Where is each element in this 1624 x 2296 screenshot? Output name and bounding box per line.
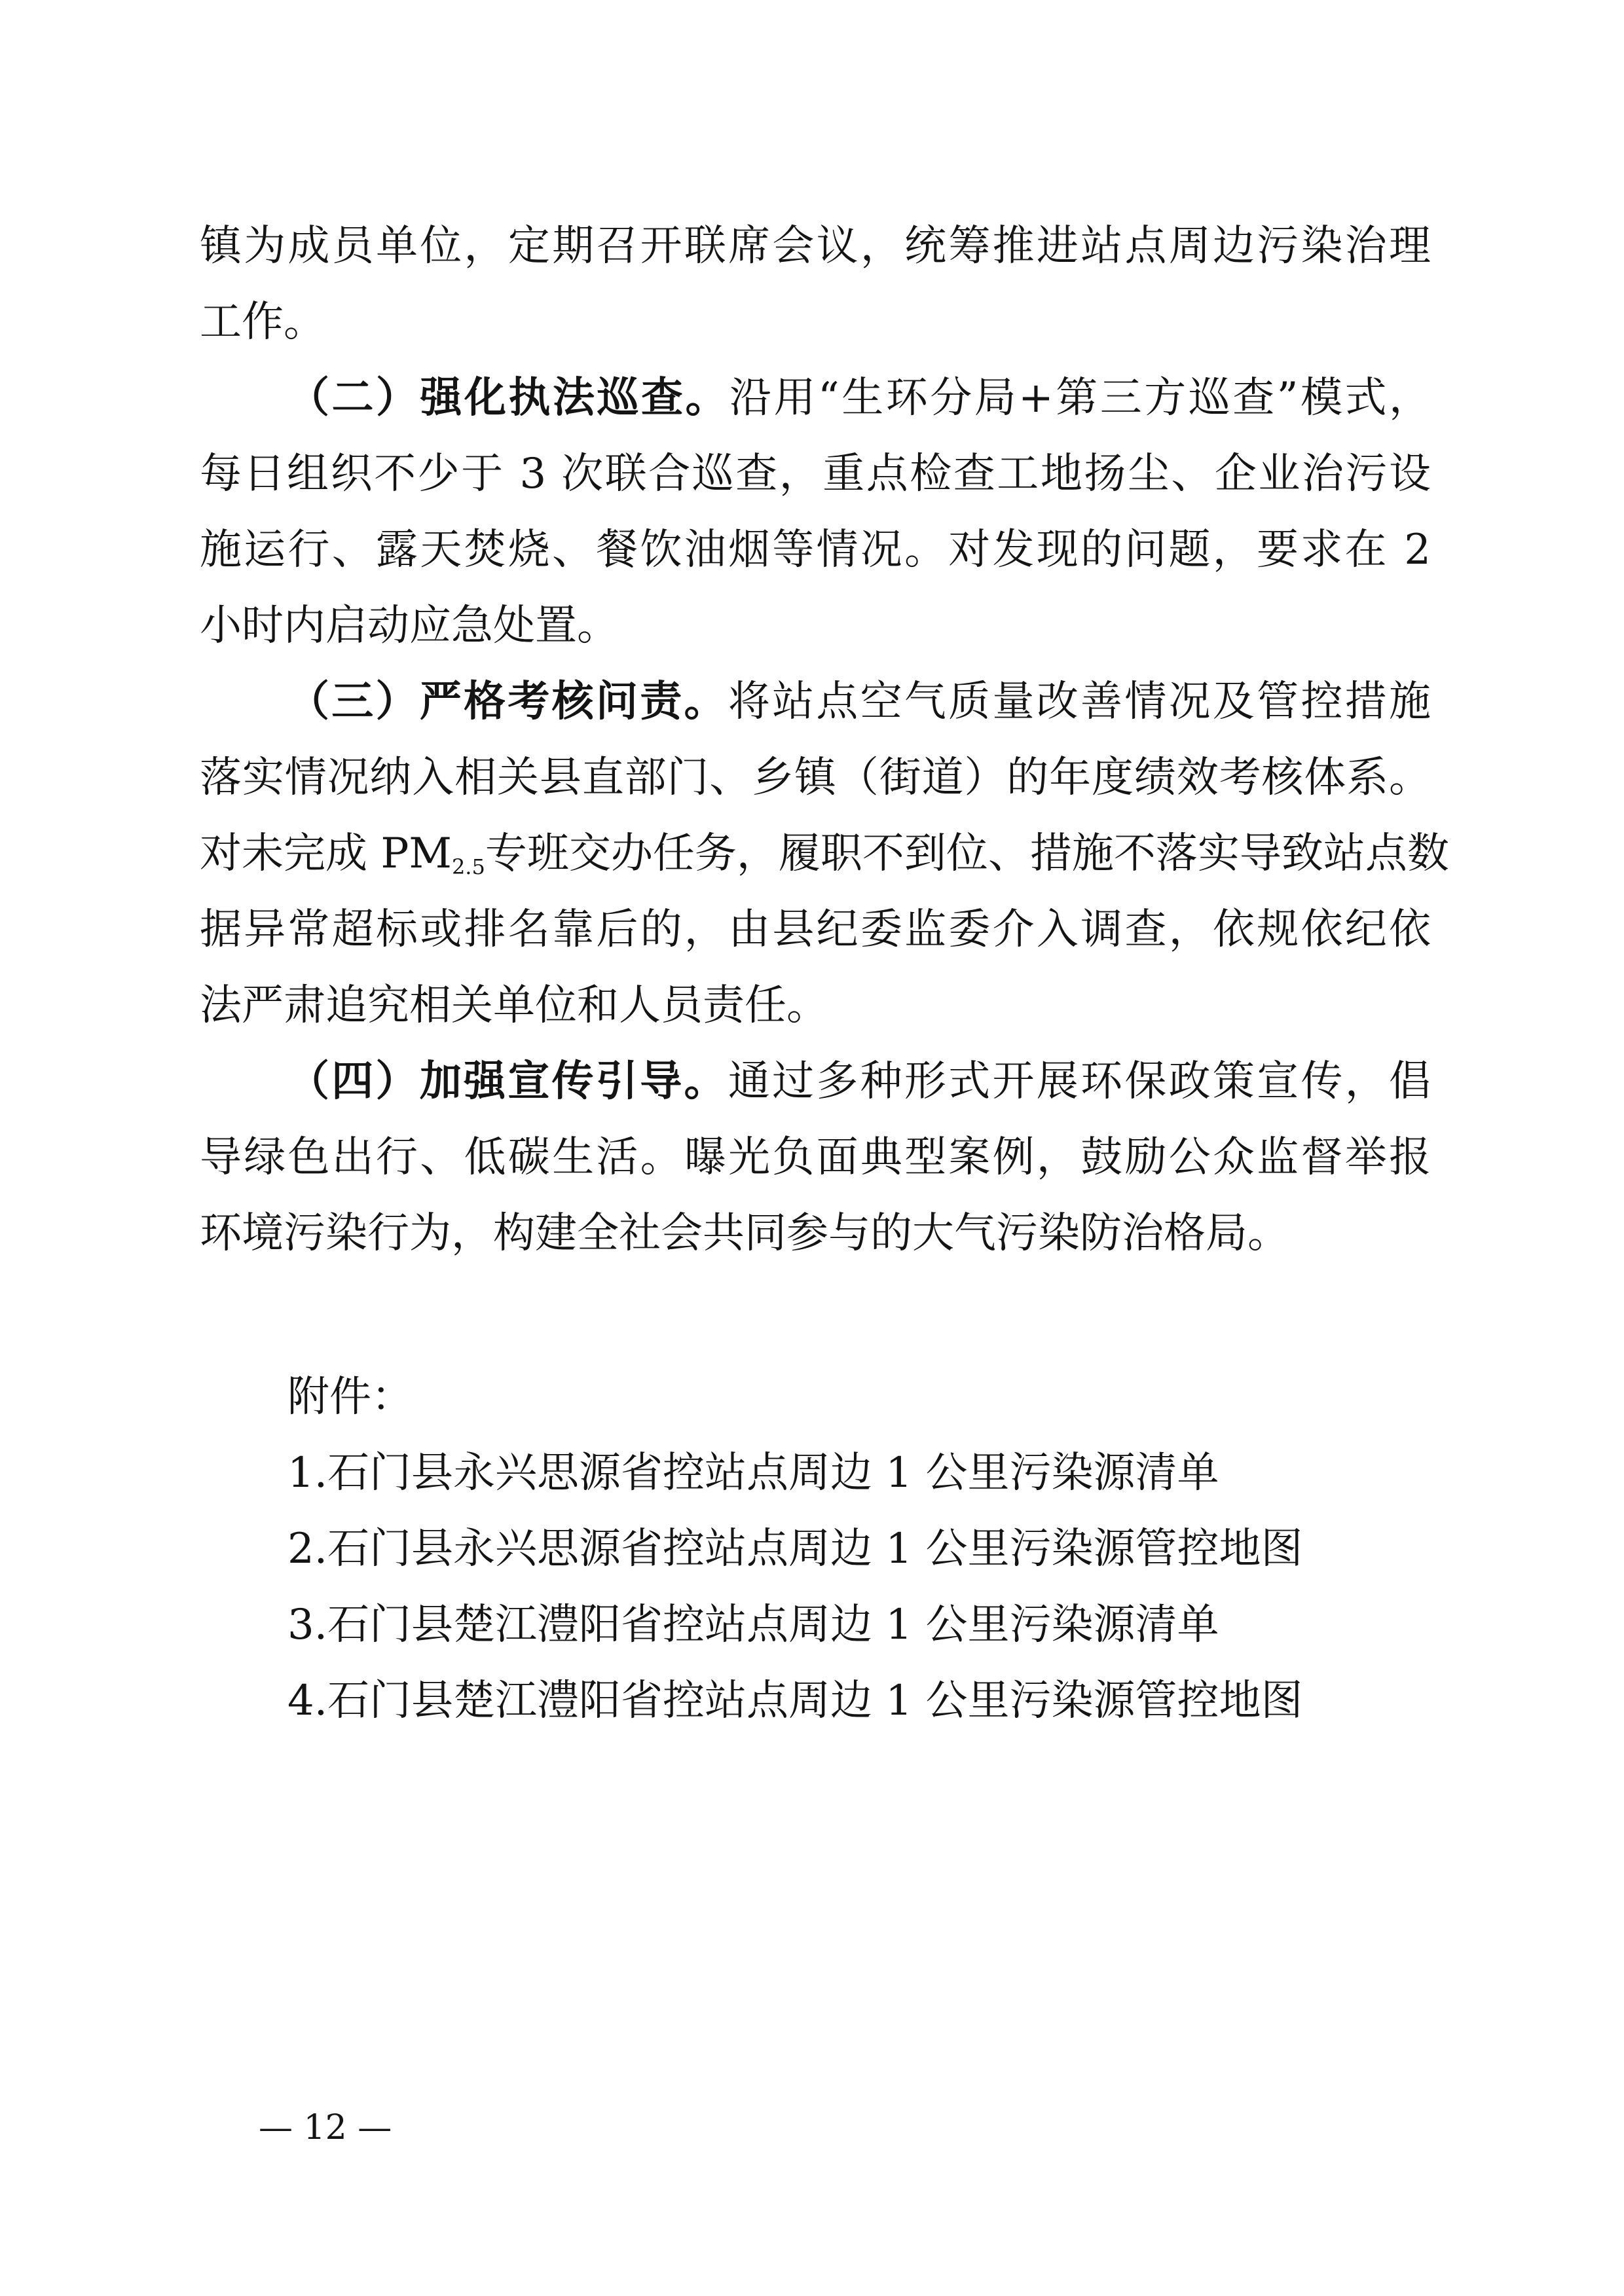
body-line: 镇为成员单位，定期召开联席会议，统筹推进站点周边污染治理 [200, 222, 1431, 270]
body-line: 落实情况纳入相关县直部门、乡镇（街道）的年度绩效考核体系。 [200, 754, 1431, 802]
attachment-item: 3.石门县楚江澧阳省控站点周边 1 公里污染源清单 [287, 1601, 1219, 1649]
body-line: 施运行、露天焚烧、餐饮油烟等情况。对发现的问题，要求在 2 [200, 526, 1431, 574]
body-text: 专班交办任务，履职不到位、措施不落实导致站点数 [485, 829, 1449, 878]
paragraph-member-units [200, 208, 1431, 360]
paragraph-enforcement-inspection [200, 360, 1431, 664]
body-line [200, 816, 1449, 892]
body-text: 沿用“生环分局+第三方巡查”模式， [729, 374, 1431, 422]
body-line: 环境污染行为，构建全社会共同参与的大气污染防治格局。 [200, 1209, 1289, 1258]
body-line: 每日组织不少于 3 次联合巡查，重点检查工地扬尘、企业治污设 [200, 450, 1431, 498]
paragraph-publicity-guidance [200, 1044, 1431, 1271]
section-heading: （二）强化执法巡查。 [287, 374, 729, 422]
paragraph-assessment-accountability [200, 664, 1449, 1044]
body-line: 工作。 [200, 298, 325, 346]
paragraph-first-line [200, 664, 1431, 740]
paragraph-first-line [200, 360, 1431, 436]
body-text: 对未完成 PM [200, 829, 452, 878]
section-heading: （三）严格考核问责。 [287, 678, 728, 726]
attachment-item: 2.石门县永兴思源省控站点周边 1 公里污染源管控地图 [287, 1525, 1303, 1573]
section-heading: （四）加强宣传引导。 [287, 1057, 728, 1106]
paragraph-first-line [200, 1044, 1431, 1120]
body-text: 通过多种形式开展环保政策宣传，倡 [728, 1057, 1431, 1106]
attachment-item: 4.石门县楚江澧阳省控站点周边 1 公里污染源管控地图 [287, 1677, 1303, 1725]
page-number: — 12 — [259, 2108, 392, 2147]
spacer [200, 1271, 1431, 1359]
body-line: 据异常超标或排名靠后的，由县纪委监委介入调查，依规依纪依 [200, 905, 1431, 954]
body-line: 导绿色出行、低碳生活。曝光负面典型案例，鼓励公众监督举报 [200, 1133, 1431, 1182]
attachment-item: 1.石门县永兴思源省控站点周边 1 公里污染源清单 [287, 1449, 1219, 1497]
attachments-label: 附件： [287, 1373, 413, 1421]
body-line: 法严肃追究相关单位和人员责任。 [200, 981, 828, 1030]
document-body [200, 208, 1449, 1739]
body-line: 小时内启动应急处置。 [200, 602, 619, 650]
body-text: 将站点空气质量改善情况及管控措施 [728, 678, 1431, 726]
attachments-section [200, 1359, 1431, 1739]
pm-subscript: 2.5 [451, 854, 485, 879]
